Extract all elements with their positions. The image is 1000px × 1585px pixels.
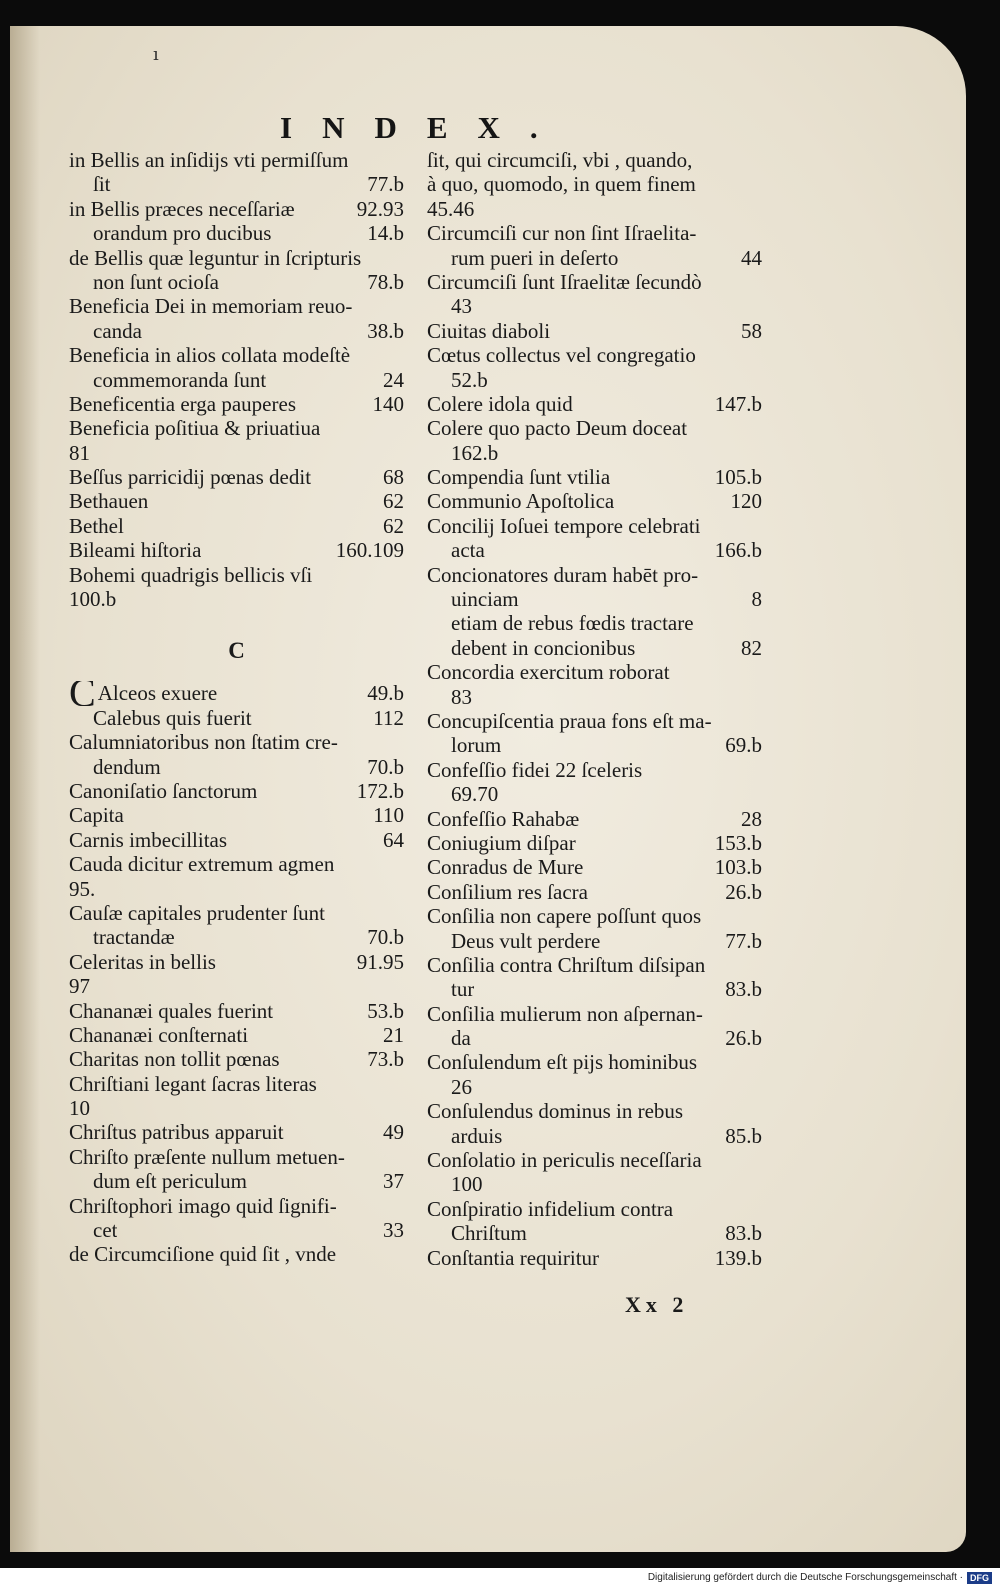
- index-entry: [69, 1096, 404, 1120]
- index-entry-page-ref: [396, 1096, 404, 1120]
- index-entry-text: Compendia ſunt vtilia: [427, 465, 611, 490]
- index-entry-text: Conſolatio in periculis neceſſaria: [427, 1148, 702, 1173]
- index-entry-text: in Bellis præces neceſſariæ: [69, 196, 295, 221]
- index-entry-page-ref: 77.b: [725, 928, 762, 953]
- index-entry-text: Beneficia Dei in memoriam reuo-: [69, 294, 353, 319]
- index-entry-text: da: [451, 1026, 471, 1051]
- index-entry-text: Coniugium diſpar: [427, 830, 576, 855]
- index-entry-page-ref: 73.b: [367, 1047, 404, 1072]
- index-entry-text: Conradus de Mure: [427, 855, 584, 880]
- index-entry-text: 43: [451, 294, 472, 319]
- index-entry-page-ref: 38.b: [367, 318, 404, 343]
- index-entry: [427, 1197, 762, 1221]
- index-entry-text: Conſilia non capere poſſunt quos: [427, 904, 702, 929]
- index-entry: [69, 779, 404, 803]
- index-entry-page-ref: 8: [751, 587, 762, 612]
- index-entry-page-ref: 153.b: [714, 830, 762, 855]
- index-entry-text: debent in concionibus: [451, 635, 636, 660]
- index-entry-text: Calumniatoribus non ſtatim cre-: [69, 730, 338, 755]
- index-entry-page-ref: 172.b: [356, 778, 404, 803]
- index-entry-page-ref: [396, 563, 404, 587]
- index-entry: [427, 1002, 762, 1026]
- index-entry-text: Conſilia mulierum non aſpernan-: [427, 1001, 703, 1026]
- index-entry-page-ref: [754, 782, 762, 806]
- index-entry: [427, 929, 762, 953]
- index-entry: [69, 1120, 404, 1144]
- index-entry-text: Chananæi conſternati: [69, 1022, 249, 1047]
- index-entry: [427, 733, 762, 757]
- index-entry: [427, 758, 762, 782]
- index-entry: [427, 709, 762, 733]
- index-entry-text: Celeritas in bellis: [69, 949, 216, 974]
- folio-mark: ı: [153, 44, 159, 65]
- index-entry: [69, 950, 404, 974]
- index-entry: [69, 465, 404, 489]
- index-entry-page-ref: 69.b: [725, 733, 762, 758]
- index-entry-text: Circumciſi ſunt Iſraelitæ ſecundò: [427, 269, 702, 294]
- index-section-c-continued: [427, 148, 762, 1270]
- index-entry: [427, 1075, 762, 1099]
- index-entry-page-ref: 92.93: [356, 196, 404, 221]
- index-entry: [69, 343, 404, 367]
- index-entry: [427, 953, 762, 977]
- index-entry: [69, 172, 404, 196]
- index-entry: [427, 611, 762, 635]
- index-entry: [427, 782, 762, 806]
- index-entry: [427, 514, 762, 538]
- index-entry: [427, 416, 762, 440]
- index-entry: [427, 1124, 762, 1148]
- dfg-logo: DFG: [967, 1572, 992, 1584]
- index-entry-page-ref: [754, 270, 762, 294]
- index-entry-page-ref: [754, 563, 762, 587]
- index-entry-page-ref: 166.b: [714, 538, 762, 563]
- index-entry-page-ref: [754, 685, 762, 709]
- index-entry-page-ref: 33: [383, 1218, 404, 1243]
- index-entry-text: Colere idola quid: [427, 391, 573, 416]
- index-entry-text: Confeſſio Rahabæ: [427, 806, 580, 831]
- index-entry-page-ref: 105.b: [714, 465, 762, 490]
- index-section-b: [69, 148, 404, 611]
- index-entry-text: canda: [93, 318, 142, 343]
- index-entry-text: commemoranda ſunt: [93, 367, 267, 392]
- index-entry: [427, 319, 762, 343]
- index-entry: [427, 685, 762, 709]
- index-entry-page-ref: [754, 172, 762, 196]
- index-entry: [427, 441, 762, 465]
- index-entry: [427, 1026, 762, 1050]
- index-entry-text: 10: [69, 1096, 90, 1121]
- index-entry-page-ref: 26.b: [725, 1026, 762, 1051]
- index-entry-page-ref: 24: [383, 367, 404, 392]
- index-entry-page-ref: [754, 1172, 762, 1196]
- index-entry-page-ref: 26.b: [725, 879, 762, 904]
- index-entry-text: CAlceos exuere: [69, 681, 217, 705]
- index-entry-page-ref: 53.b: [367, 998, 404, 1023]
- index-entry-page-ref: [754, 611, 762, 635]
- index-entry: [69, 828, 404, 852]
- index-entry: [69, 441, 404, 465]
- index-entry-page-ref: 28: [741, 806, 762, 831]
- index-entry-page-ref: [396, 852, 404, 876]
- index-entry: [427, 1148, 762, 1172]
- index-entry-text: non ſunt ocioſa: [93, 269, 219, 294]
- index-entry: [427, 855, 762, 879]
- index-entry-text: lorum: [451, 733, 502, 758]
- index-entry-page-ref: [396, 730, 404, 754]
- index-entry-text: Chriſtiani legant ſacras literas: [69, 1071, 317, 1096]
- index-entry-page-ref: [754, 441, 762, 465]
- index-entry-text: 97: [69, 974, 90, 999]
- index-entry-page-ref: 58: [741, 318, 762, 343]
- index-entry-page-ref: [396, 343, 404, 367]
- index-entry-text: Conſtantia requiritur: [427, 1245, 600, 1270]
- book-page: [10, 26, 966, 1552]
- index-entry-text: Capita: [69, 803, 124, 828]
- index-entry-page-ref: [754, 1075, 762, 1099]
- index-entry: [69, 1072, 404, 1096]
- index-entry-page-ref: 70.b: [367, 925, 404, 950]
- index-entry-page-ref: [396, 901, 404, 925]
- index-entry: [69, 974, 404, 998]
- index-entry-text: in Bellis an inſidijs vti permiſſum: [69, 148, 349, 172]
- index-entry: [69, 294, 404, 318]
- index-entry-text: Conſulendum eſt pijs hominibus: [427, 1050, 698, 1075]
- index-entry: [427, 1246, 762, 1270]
- index-entry-text: 26: [451, 1074, 472, 1099]
- index-entry-text: Chriſtum: [451, 1221, 527, 1246]
- index-entry-page-ref: [754, 953, 762, 977]
- index-entry-text: Bethel: [69, 513, 124, 538]
- index-entry: [427, 538, 762, 562]
- index-entry-page-ref: [754, 294, 762, 318]
- index-entry-text: uinciam: [451, 587, 519, 612]
- index-entry-page-ref: 44: [741, 245, 762, 270]
- index-entry: [427, 221, 762, 245]
- index-entry-text: 69.70: [451, 782, 499, 807]
- index-entry-text: Conſpiratio infidelium contra: [427, 1196, 674, 1221]
- index-entry: [427, 660, 762, 684]
- index-entry-text: Canoniſatio ſanctorum: [69, 778, 258, 803]
- index-entry: [427, 831, 762, 855]
- index-entry: [427, 1172, 762, 1196]
- index-entry: [427, 343, 762, 367]
- index-entry: [427, 172, 762, 196]
- index-entry-page-ref: [396, 416, 404, 440]
- index-entry-page-ref: 147.b: [714, 391, 762, 416]
- index-entry-page-ref: [754, 416, 762, 440]
- index-entry-text: 162.b: [451, 440, 499, 465]
- index-entry-text: Calebus quis fuerit: [93, 705, 252, 730]
- index-entry-page-ref: [754, 1002, 762, 1026]
- index-entry-text: Ciuitas diaboli: [427, 318, 551, 343]
- index-entry-text: Beſſus parricidij pœnas dedit: [69, 465, 312, 490]
- index-entry-text: Carnis imbecillitas: [69, 827, 228, 852]
- index-entry: [69, 563, 404, 587]
- index-entry-page-ref: 120: [730, 489, 762, 514]
- index-column-right: [427, 148, 762, 1270]
- index-entry-text: ſit, qui circumciſi, vbi , quando,: [427, 148, 693, 172]
- index-entry: [69, 999, 404, 1023]
- index-entry-text: 52.b: [451, 367, 488, 392]
- index-entry-text: Concordia exercitum roborat: [427, 660, 670, 685]
- index-entry: [427, 880, 762, 904]
- index-entry: [69, 270, 404, 294]
- index-entry: [69, 877, 404, 901]
- index-entry: [69, 221, 404, 245]
- index-entry-page-ref: 85.b: [725, 1123, 762, 1148]
- index-entry-page-ref: [754, 1099, 762, 1123]
- index-entry-page-ref: [754, 148, 762, 172]
- index-entry: [427, 1221, 762, 1245]
- index-entry-text: tractandæ: [93, 925, 175, 950]
- index-entry-text: 83: [451, 684, 472, 709]
- index-entry: [69, 925, 404, 949]
- index-entry-text: ſit: [93, 172, 111, 197]
- index-entry: [69, 587, 404, 611]
- index-entry: [69, 730, 404, 754]
- index-entry-text: Chriſto præſente nullum metuen-: [69, 1144, 345, 1169]
- index-entry: [69, 489, 404, 513]
- index-entry: [69, 681, 404, 705]
- index-entry-page-ref: [754, 1148, 762, 1172]
- index-section-c: [69, 681, 404, 1266]
- index-entry-page-ref: 83.b: [725, 1221, 762, 1246]
- digitization-credit: [648, 1570, 992, 1585]
- index-entry-text: dum eſt periculum: [93, 1169, 247, 1194]
- index-entry-page-ref: 77.b: [367, 172, 404, 197]
- index-entry-text: dendum: [93, 754, 161, 779]
- credit-text: Digitalisierung gefördert durch die Deutsche Forschungsgemeinschaft ·: [647, 1572, 963, 1583]
- index-entry: [69, 1169, 404, 1193]
- index-entry-text: Cauſæ capitales prudenter ſunt: [69, 900, 326, 925]
- index-entry: [69, 852, 404, 876]
- drop-cap: C: [69, 681, 96, 706]
- index-entry-page-ref: [396, 1242, 404, 1266]
- index-entry: [427, 368, 762, 392]
- index-entry-text: Bethauen: [69, 489, 149, 514]
- index-entry: [427, 807, 762, 831]
- index-entry-page-ref: [396, 441, 404, 465]
- index-entry-text: Concionatores duram habēt pro-: [427, 562, 699, 587]
- index-entry-page-ref: [396, 587, 404, 611]
- index-entry: [69, 901, 404, 925]
- index-entry-text: Cauda dicitur extremum agmen: [69, 852, 335, 877]
- index-entry: [69, 514, 404, 538]
- index-entry-text: Deus vult perdere: [451, 928, 601, 953]
- index-entry-page-ref: 21: [383, 1022, 404, 1047]
- index-entry: [427, 489, 762, 513]
- index-entry-page-ref: 49: [383, 1120, 404, 1145]
- index-entry: [69, 197, 404, 221]
- index-entry-text: rum pueri in deſerto: [451, 245, 619, 270]
- index-entry-page-ref: 62: [383, 489, 404, 514]
- index-entry-page-ref: 64: [383, 827, 404, 852]
- index-column-left: [69, 148, 404, 1267]
- index-entry-page-ref: [396, 1072, 404, 1096]
- index-entry: [427, 270, 762, 294]
- index-entry-text: Communio Apoſtolica: [427, 489, 615, 514]
- index-entry: [427, 246, 762, 270]
- index-entry-page-ref: [754, 709, 762, 733]
- index-entry: [69, 246, 404, 270]
- index-entry-text: Beneficia poſitiua & priuatiua: [69, 416, 321, 441]
- index-entry-page-ref: [396, 148, 404, 172]
- index-entry: [427, 197, 762, 221]
- index-entry-text: Bohemi quadrigis bellicis vſi: [69, 562, 313, 587]
- index-entry-text: Beneficia in alios collata modeſtè: [69, 343, 351, 368]
- index-entry-text: 81: [69, 440, 90, 465]
- index-entry-page-ref: [754, 514, 762, 538]
- index-entry: [69, 538, 404, 562]
- index-entry-page-ref: 91.95: [356, 949, 404, 974]
- index-entry-text: Chananæi quales fuerint: [69, 998, 274, 1023]
- index-entry-text: tur: [451, 977, 475, 1002]
- index-entry-text: Concupiſcentia praua fons eſt ma-: [427, 708, 712, 733]
- index-entry-page-ref: 78.b: [367, 269, 404, 294]
- index-entry: [69, 392, 404, 416]
- index-entry: [69, 1194, 404, 1218]
- index-entry: [69, 319, 404, 343]
- index-entry: [427, 148, 762, 172]
- index-entry-page-ref: [754, 343, 762, 367]
- index-entry: [69, 803, 404, 827]
- index-entry: [69, 755, 404, 779]
- index-entry: [427, 465, 762, 489]
- index-entry-page-ref: 82: [741, 635, 762, 660]
- index-entry: [427, 977, 762, 1001]
- index-entry-text: Bileami hiſtoria: [69, 538, 202, 563]
- index-entry-text: à quo, quomodo, in quem finem: [427, 172, 696, 197]
- index-entry-text: Conſilium res ſacra: [427, 879, 588, 904]
- index-entry-page-ref: [396, 294, 404, 318]
- index-entry-page-ref: 110: [373, 803, 404, 828]
- index-entry-page-ref: [754, 197, 762, 221]
- index-entry: [427, 636, 762, 660]
- index-entry: [427, 587, 762, 611]
- index-entry-page-ref: 103.b: [714, 855, 762, 880]
- index-entry-text: Chriſtophori imago quid ſignifi-: [69, 1193, 337, 1218]
- index-entry-page-ref: [754, 1197, 762, 1221]
- index-entry-page-ref: [396, 1194, 404, 1218]
- index-entry: [69, 368, 404, 392]
- index-entry-text: Chriſtus patribus apparuit: [69, 1120, 284, 1145]
- index-entry-page-ref: [754, 758, 762, 782]
- index-entry-text: cet: [93, 1218, 118, 1243]
- index-entry: [69, 1218, 404, 1242]
- index-entry-page-ref: [754, 1050, 762, 1074]
- index-entry-page-ref: 62: [383, 513, 404, 538]
- index-entry-page-ref: [396, 877, 404, 901]
- index-entry: [69, 1145, 404, 1169]
- index-entry-text: de Circumciſione quid ſit , vnde: [69, 1242, 337, 1267]
- index-entry-page-ref: [396, 1145, 404, 1169]
- section-letter-heading: C: [228, 638, 245, 664]
- index-entry-text: 95.: [69, 876, 96, 901]
- index-entry-text: Colere quo pacto Deum doceat: [427, 416, 688, 441]
- index-entry-text: Beneficentia erga pauperes: [69, 391, 296, 416]
- index-entry: [69, 148, 404, 172]
- index-entry: [69, 416, 404, 440]
- index-entry-page-ref: 83.b: [725, 977, 762, 1002]
- index-entry-text: 100: [451, 1172, 483, 1197]
- index-entry-text: 45.46: [427, 196, 475, 221]
- index-entry-text: acta: [451, 538, 485, 563]
- index-entry-page-ref: [396, 246, 404, 270]
- index-entry-text: arduis: [451, 1123, 503, 1148]
- index-entry-text: de Bellis quæ leguntur in ſcripturis: [69, 245, 362, 270]
- index-entry-text: Charitas non tollit pœnas: [69, 1047, 280, 1072]
- index-entry-page-ref: [754, 660, 762, 684]
- page-title: INDEX.: [280, 110, 568, 145]
- index-entry-text: Concilij Ioſuei tempore celebrati: [427, 513, 701, 538]
- index-entry-page-ref: [754, 221, 762, 245]
- index-entry: [427, 563, 762, 587]
- index-entry-text: etiam de rebus fœdis tractare: [451, 611, 694, 636]
- index-entry-page-ref: [754, 368, 762, 392]
- index-entry-page-ref: 139.b: [714, 1245, 762, 1270]
- index-entry: [69, 1023, 404, 1047]
- index-entry-page-ref: 68: [383, 465, 404, 490]
- index-entry-text: Conſulendus dominus in rebus: [427, 1099, 684, 1124]
- index-entry-text: Circumciſi cur non ſint Iſraelita-: [427, 221, 697, 246]
- index-entry-text: 100.b: [69, 587, 117, 612]
- index-entry: [69, 706, 404, 730]
- index-entry: [427, 392, 762, 416]
- index-entry-text: Confeſſio fidei 22 ſceleris: [427, 757, 643, 782]
- index-entry-page-ref: 37: [383, 1169, 404, 1194]
- index-entry-text: orandum pro ducibus: [93, 221, 272, 246]
- index-entry: [427, 294, 762, 318]
- index-entry-page-ref: 112: [373, 705, 404, 730]
- index-entry: [69, 1242, 404, 1266]
- index-entry: [69, 1047, 404, 1071]
- index-entry-page-ref: 160.109: [335, 538, 404, 563]
- index-entry: [427, 1050, 762, 1074]
- index-entry-text: Conſilia contra Chriſtum diſsipan: [427, 952, 706, 977]
- index-entry-page-ref: [754, 904, 762, 928]
- index-entry-page-ref: [396, 974, 404, 998]
- index-entry-text: Cœtus collectus vel congregatio: [427, 343, 696, 368]
- index-entry-page-ref: 14.b: [367, 221, 404, 246]
- index-entry-page-ref: 49.b: [367, 681, 404, 706]
- index-entry-page-ref: 140: [372, 391, 404, 416]
- index-entry-page-ref: 70.b: [367, 754, 404, 779]
- signature-mark: Xx 2: [625, 1292, 689, 1317]
- index-entry: [427, 1099, 762, 1123]
- index-entry: [427, 904, 762, 928]
